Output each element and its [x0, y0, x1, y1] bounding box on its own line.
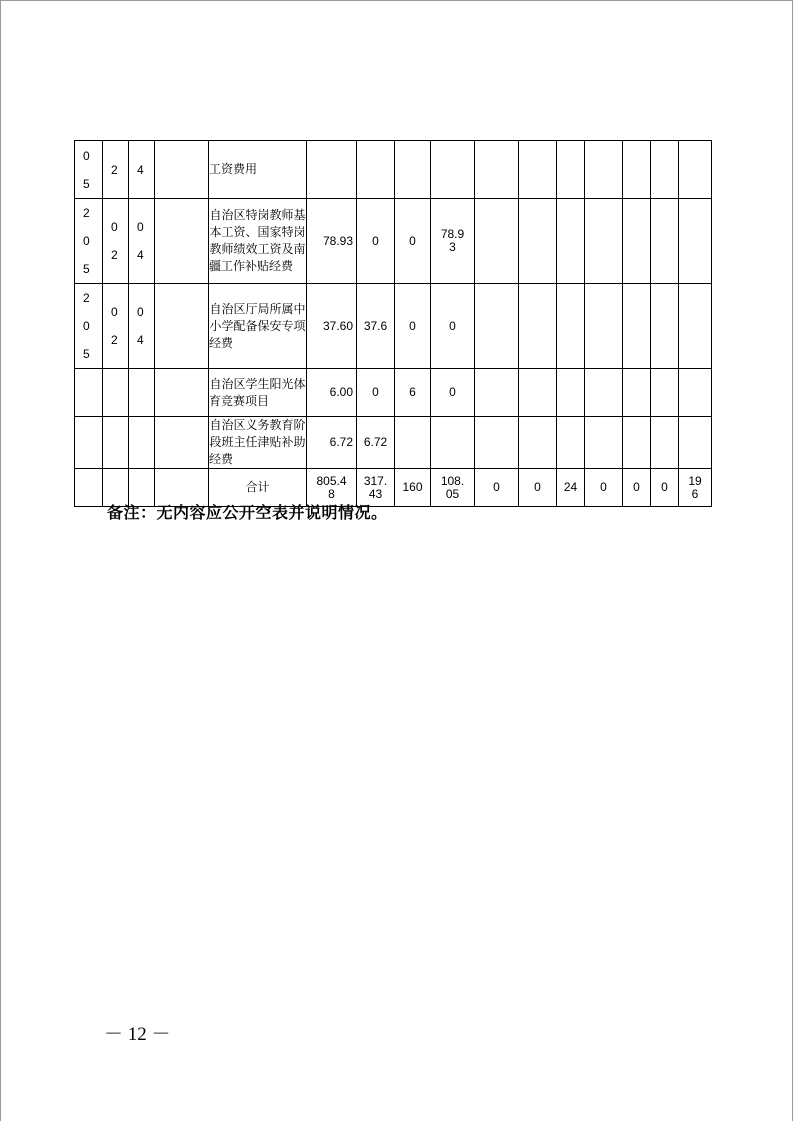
value-cell	[651, 417, 679, 469]
code-digit: 2	[83, 291, 90, 305]
code-item-cell	[103, 199, 129, 284]
value-cell	[557, 199, 585, 284]
value-cell: 0	[357, 199, 395, 284]
total-value-cell: 19 6	[679, 469, 712, 507]
code-item-cell	[103, 284, 129, 369]
code-item-cell	[103, 417, 129, 469]
total-value-cell: 0	[519, 469, 557, 507]
code-digit: 0	[83, 234, 90, 248]
blank-cell	[155, 284, 209, 369]
value-cell: 0	[395, 284, 431, 369]
value-cell: 0	[357, 369, 395, 417]
value-cell	[623, 369, 651, 417]
value-cell	[519, 141, 557, 199]
total-value-cell: 0	[585, 469, 623, 507]
total-value-cell: 24	[557, 469, 585, 507]
blank-cell	[155, 417, 209, 469]
code-sub-cell	[129, 199, 155, 284]
table-row	[75, 141, 712, 199]
value-cell	[431, 417, 475, 469]
code-digit: 2	[83, 206, 90, 220]
code-item-cell	[103, 369, 129, 417]
total-value-cell: 160	[395, 469, 431, 507]
code-digit: 0	[137, 220, 144, 234]
value-cell	[679, 199, 712, 284]
value-cell	[307, 141, 357, 199]
value-cell	[395, 141, 431, 199]
code-class-cell	[75, 369, 103, 417]
value-cell	[679, 369, 712, 417]
code-digit: 0	[111, 305, 118, 319]
code-digit: 0	[83, 148, 90, 163]
table-row	[75, 284, 712, 369]
code-class-cell	[75, 284, 103, 369]
value-cell	[623, 199, 651, 284]
value-cell: 37.60	[307, 284, 357, 369]
code-digit: 2	[111, 162, 118, 177]
value-cell	[557, 284, 585, 369]
value-cell	[651, 199, 679, 284]
code-digit: 4	[137, 162, 144, 177]
value-cell	[679, 284, 712, 369]
code-digit: 4	[137, 333, 144, 347]
value-cell: 78.9 3	[431, 199, 475, 284]
code-digit: 2	[111, 333, 118, 347]
code-digit: 0	[111, 220, 118, 234]
total-value-cell: 805.4 8	[307, 469, 357, 507]
value-cell: 0	[431, 284, 475, 369]
blank-cell	[155, 141, 209, 199]
code-class-cell	[75, 417, 103, 469]
value-cell	[475, 199, 519, 284]
code-digit: 5	[83, 176, 90, 191]
value-cell: 37.6	[357, 284, 395, 369]
value-cell: 6	[395, 369, 431, 417]
table-row	[75, 417, 712, 469]
code-class-cell	[75, 141, 103, 199]
code-digit: 5	[83, 262, 90, 276]
value-cell	[679, 417, 712, 469]
table-row	[75, 199, 712, 284]
code-class-cell	[75, 199, 103, 284]
value-cell	[519, 284, 557, 369]
value-cell	[475, 141, 519, 199]
value-cell	[519, 417, 557, 469]
value-cell	[519, 199, 557, 284]
value-cell	[623, 284, 651, 369]
value-cell	[357, 141, 395, 199]
code-digit: 0	[137, 305, 144, 319]
total-value-cell: 0	[475, 469, 519, 507]
value-cell: 6.00	[307, 369, 357, 417]
value-cell	[585, 369, 623, 417]
value-cell	[651, 284, 679, 369]
project-name-cell: 自治区学生阳光体育竞赛项目	[209, 369, 307, 417]
value-cell: 78.93	[307, 199, 357, 284]
value-cell	[519, 369, 557, 417]
value-cell	[679, 141, 712, 199]
value-cell	[557, 141, 585, 199]
code-sub-cell	[129, 369, 155, 417]
project-name-cell: 自治区义务教育阶段班主任津贴补助经费	[209, 417, 307, 469]
value-cell	[651, 369, 679, 417]
value-cell	[475, 369, 519, 417]
value-cell	[623, 141, 651, 199]
value-cell	[557, 417, 585, 469]
total-value-cell: 0	[651, 469, 679, 507]
project-name-cell: 自治区厅局所属中小学配备保安专项经费	[209, 284, 307, 369]
code-sub-cell	[129, 284, 155, 369]
blank-cell	[75, 469, 103, 507]
project-name-cell: 自治区特岗教师基本工资、国家特岗教师绩效工资及南疆工作补贴经费	[209, 199, 307, 284]
total-label: 合计	[209, 469, 307, 507]
code-digit: 4	[137, 248, 144, 262]
code-sub-cell	[129, 141, 155, 199]
total-value-cell: 317. 43	[357, 469, 395, 507]
total-value-cell: 108. 05	[431, 469, 475, 507]
value-cell	[557, 369, 585, 417]
value-cell	[431, 141, 475, 199]
blank-cell	[155, 369, 209, 417]
budget-table	[74, 140, 712, 507]
value-cell	[395, 417, 431, 469]
value-cell: 0	[431, 369, 475, 417]
code-sub-cell	[129, 417, 155, 469]
code-digit: 0	[83, 319, 90, 333]
value-cell	[475, 284, 519, 369]
blank-cell	[155, 199, 209, 284]
page-number: － 12 －	[104, 1024, 171, 1045]
note-text: 备注：无内容应公开空表并说明情况。	[107, 503, 388, 522]
value-cell	[585, 199, 623, 284]
value-cell: 6.72	[357, 417, 395, 469]
value-cell	[475, 417, 519, 469]
table-body	[75, 141, 712, 507]
value-cell	[585, 417, 623, 469]
value-cell	[585, 141, 623, 199]
value-cell: 6.72	[307, 417, 357, 469]
code-digit: 2	[111, 248, 118, 262]
value-cell	[651, 141, 679, 199]
total-value-cell: 0	[623, 469, 651, 507]
value-cell	[623, 417, 651, 469]
code-item-cell	[103, 141, 129, 199]
value-cell: 0	[395, 199, 431, 284]
table-row	[75, 369, 712, 417]
project-name-cell: 工资费用	[209, 141, 307, 199]
code-digit: 5	[83, 347, 90, 361]
value-cell	[585, 284, 623, 369]
